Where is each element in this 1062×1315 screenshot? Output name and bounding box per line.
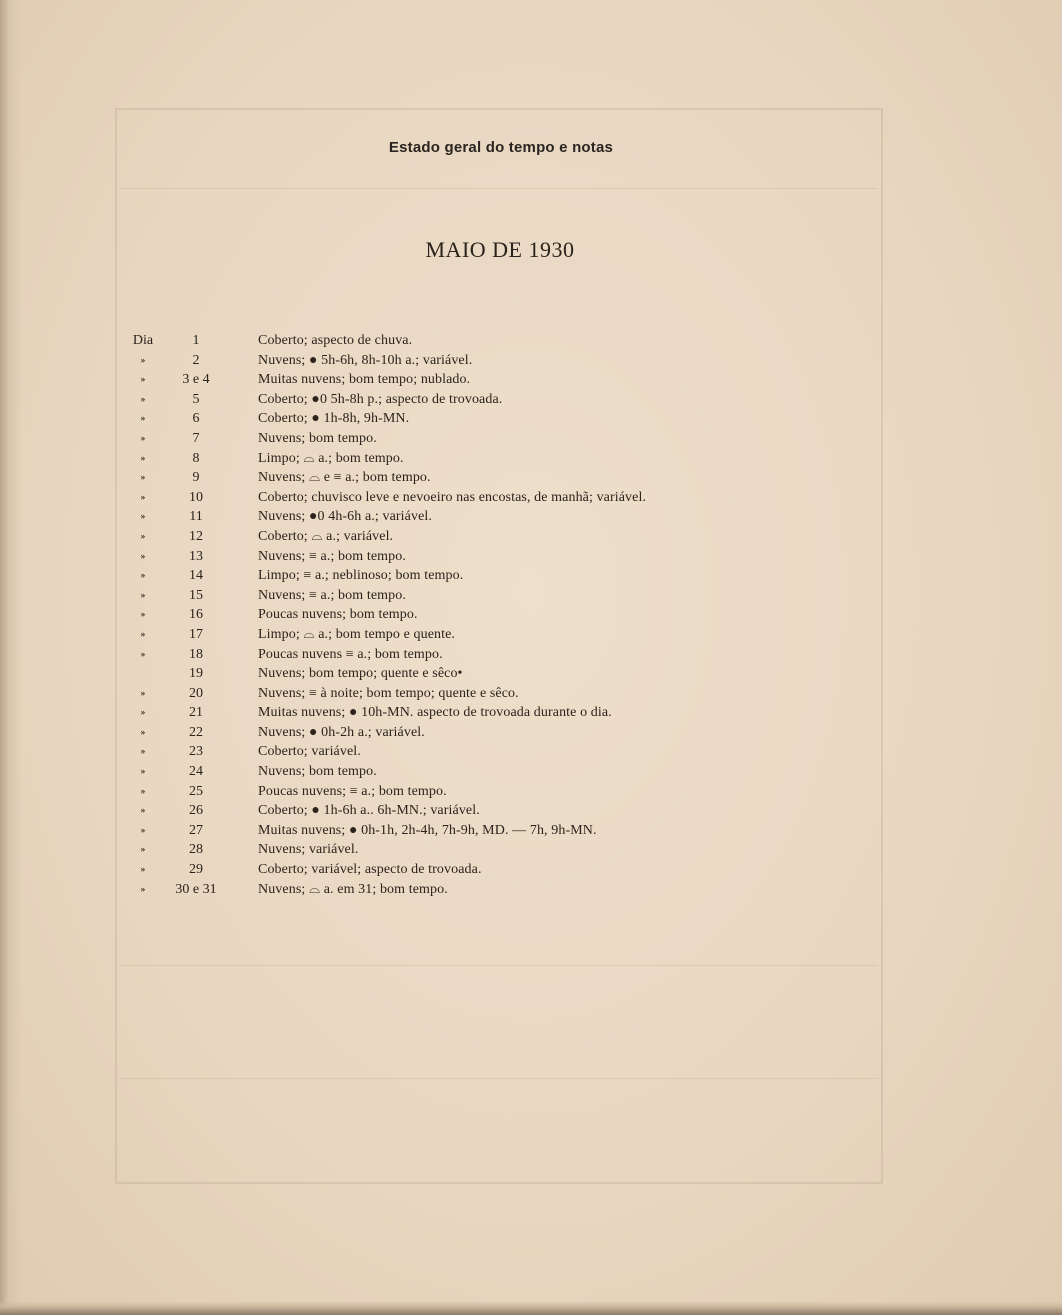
entry-row (0, 782, 1062, 802)
entry-row (0, 723, 1062, 743)
entry-note: Nuvens; bom tempo; quente e sêco• (258, 666, 463, 682)
entry-row (0, 664, 1062, 684)
ditto-mark: » (140, 511, 146, 522)
entry-day: 14 (189, 568, 203, 584)
entry-day: 30 e 31 (175, 881, 217, 897)
entry-note: Coberto; ● 1h-6h a.. 6h-MN.; variável. (258, 803, 480, 819)
entry-row (0, 880, 1062, 900)
entry-day: 25 (189, 783, 203, 799)
entry-note: Muitas nuvens; bom tempo; nublado. (258, 372, 471, 388)
ditto-mark: » (140, 570, 146, 581)
entry-row (0, 703, 1062, 723)
entry-note: Poucas nuvens ≡ a.; bom tempo. (258, 646, 443, 662)
ditto-mark: » (140, 550, 146, 561)
dia-label: Dia (132, 333, 154, 348)
entry-row (0, 409, 1062, 429)
entry-note: Nuvens; ⌓ e ≡ a.; bom tempo. (258, 470, 431, 486)
entry-day: 2 (192, 352, 200, 368)
entry-day: 9 (192, 470, 200, 486)
frame-divider-bottom (120, 1078, 878, 1079)
entry-row (0, 821, 1062, 841)
frame-divider-top (120, 188, 878, 189)
ditto-mark: » (140, 648, 146, 659)
entry-row (0, 860, 1062, 880)
entry-day: 29 (189, 862, 203, 878)
ditto-mark: » (140, 766, 146, 777)
entry-note: Nuvens; ⌓ a. em 31; bom tempo. (258, 881, 448, 897)
entry-note: Nuvens; ● 0h-2h a.; variável. (258, 724, 425, 740)
ditto-mark: » (140, 707, 146, 718)
entry-row (0, 840, 1062, 860)
page-header: Estado geral do tempo e notas (388, 139, 614, 156)
entry-day: 26 (189, 803, 203, 819)
ditto-mark: » (140, 432, 146, 443)
month-title: MAIO DE 1930 (425, 237, 575, 262)
entry-row (0, 370, 1062, 390)
entry-row (0, 351, 1062, 371)
entry-row (0, 527, 1062, 547)
entry-row (0, 586, 1062, 606)
ditto-mark: » (140, 393, 146, 404)
entry-note: Coberto; variável. (258, 744, 361, 760)
entry-row (0, 645, 1062, 665)
ditto-mark: » (140, 785, 146, 796)
entry-note: Coberto; ● 1h-8h, 9h-MN. (258, 411, 410, 427)
entry-day: 23 (189, 744, 203, 760)
entry-day: 21 (189, 705, 203, 721)
ditto-mark: » (140, 824, 146, 835)
entry-day: 11 (189, 509, 203, 525)
ditto-mark: » (140, 530, 146, 541)
entry-note: Nuvens; ≡ à noite; bom tempo; quente e sêco. (258, 685, 519, 701)
ditto-mark: » (140, 746, 146, 757)
entry-day: 5 (192, 391, 200, 407)
ditto-mark: » (140, 589, 146, 600)
entry-row (0, 547, 1062, 567)
ditto-mark: » (140, 413, 146, 424)
entry-note: Coberto; ●0 5h-8h p.; aspecto de trovoada. (258, 391, 503, 407)
entry-day: 13 (189, 548, 203, 564)
entry-day: 27 (189, 822, 203, 838)
entry-row (0, 684, 1062, 704)
entry-note: Nuvens; bom tempo. (258, 764, 377, 780)
entry-day: 7 (192, 430, 200, 446)
ditto-mark: » (140, 491, 146, 502)
entry-day: 3 e 4 (182, 372, 210, 388)
entry-row (0, 742, 1062, 762)
ditto-mark: » (140, 844, 146, 855)
frame-divider-mid (120, 965, 878, 966)
ditto-mark: » (140, 883, 146, 894)
entry-day: 10 (189, 489, 203, 505)
entry-note: Coberto; variável; aspecto de trovoada. (258, 862, 482, 878)
entry-note: Nuvens; ●0 4h-6h a.; variável. (258, 509, 432, 525)
ditto-mark: » (140, 726, 146, 737)
ditto-mark: » (140, 687, 146, 698)
entry-row (0, 429, 1062, 449)
page-bottom-edge (0, 1301, 1062, 1315)
entry-row (0, 507, 1062, 527)
entry-day: 16 (189, 607, 203, 623)
entry-row (0, 468, 1062, 488)
entry-note: Nuvens; bom tempo. (258, 430, 377, 446)
entry-day: 6 (192, 411, 200, 427)
entry-row (0, 449, 1062, 469)
entry-row (0, 331, 1062, 351)
entry-day: 17 (189, 626, 203, 642)
entry-row (0, 488, 1062, 508)
ditto-mark: » (140, 354, 146, 365)
entry-day: 20 (189, 685, 203, 701)
ditto-mark: » (140, 805, 146, 816)
entry-note: Nuvens; variável. (258, 842, 359, 858)
entry-day: 8 (192, 450, 200, 466)
entry-day: 19 (189, 666, 203, 682)
entry-note: Muitas nuvens; ● 0h-1h, 2h-4h, 7h-9h, MD. — 7h, 9h-MN. (258, 822, 597, 838)
entry-day: 24 (189, 764, 203, 780)
entry-note: Muitas nuvens; ● 10h-MN. aspecto de trovoada durante o dia. (258, 705, 612, 721)
entry-day: 12 (189, 528, 203, 544)
ditto-mark: » (140, 609, 146, 620)
entry-note: Limpo; ⌓ a.; bom tempo e quente. (258, 626, 456, 642)
entry-note: Nuvens; ● 5h-6h, 8h-10h a.; variável. (258, 352, 473, 368)
entry-day: 15 (189, 587, 203, 603)
entry-note: Poucas nuvens; bom tempo. (258, 607, 418, 623)
entry-note: Coberto; ⌓ a.; variável. (258, 528, 394, 544)
entry-row (0, 762, 1062, 782)
entry-note: Poucas nuvens; ≡ a.; bom tempo. (258, 783, 447, 799)
entry-row (0, 605, 1062, 625)
entry-row (0, 625, 1062, 645)
entry-note: Nuvens; ≡ a.; bom tempo. (258, 548, 406, 564)
entry-row (0, 801, 1062, 821)
entry-note: Coberto; chuvisco leve e nevoeiro nas encostas, de manhã; variável. (258, 489, 647, 505)
entry-note: Coberto; aspecto de chuva. (258, 333, 413, 348)
ditto-mark: » (140, 452, 146, 463)
entry-day: 22 (189, 724, 203, 740)
ditto-mark: » (140, 374, 146, 385)
ditto-mark: » (140, 864, 146, 875)
ditto-mark: » (140, 628, 146, 639)
entry-row (0, 566, 1062, 586)
entry-day: 28 (189, 842, 203, 858)
daily-entries-list (0, 331, 1062, 899)
ditto-mark: » (140, 472, 146, 483)
entry-note: Nuvens; ≡ a.; bom tempo. (258, 587, 406, 603)
entry-note: Limpo; ⌓ a.; bom tempo. (258, 450, 404, 466)
entry-row (0, 390, 1062, 410)
entry-day: 18 (189, 646, 203, 662)
entry-note: Limpo; ≡ a.; neblinoso; bom tempo. (258, 568, 464, 584)
entry-day: 1 (192, 333, 200, 348)
